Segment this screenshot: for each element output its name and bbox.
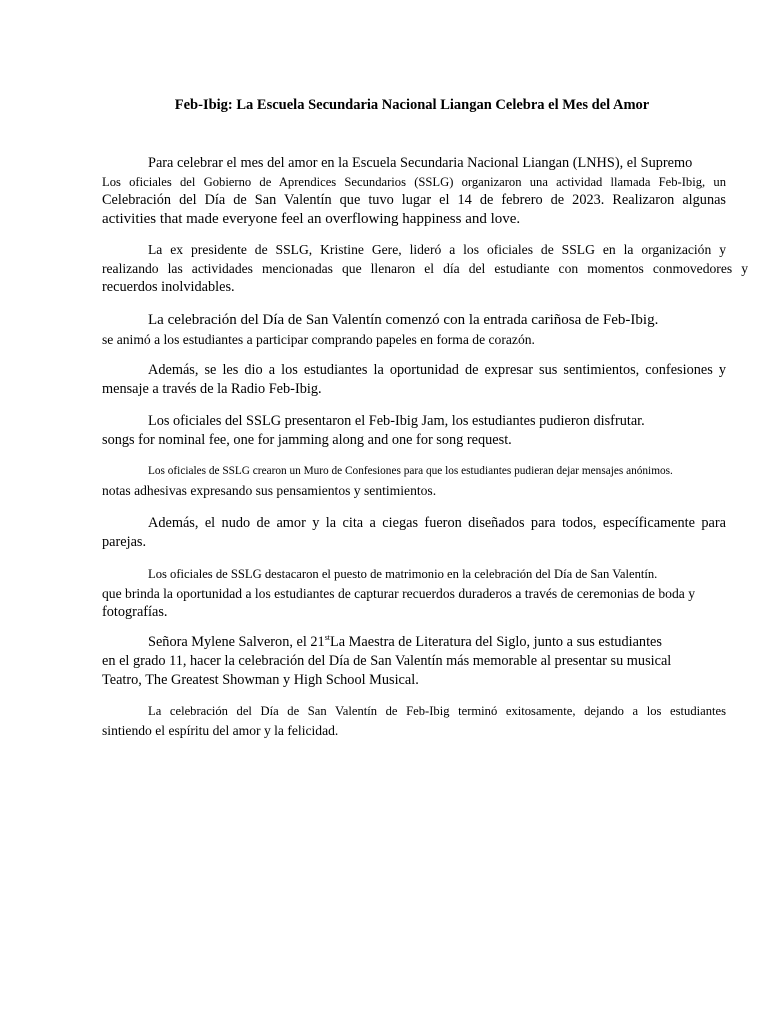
- paragraph-line: Los oficiales del Gobierno de Aprendices Secundarios (SSLG) organizaron una actividad llamada Feb-Ibig, un: [102, 175, 726, 189]
- paragraph-line: Además, se les dio a los estudiantes la oportunidad de expresar sus sentimientos, confesiones y: [148, 362, 726, 378]
- paragraph-line: realizando las actividades mencionadas que llenaron el día del estudiante con momentos conmovedores y: [102, 261, 748, 276]
- paragraph-line: Teatro, The Greatest Showman y High School Musical.: [102, 672, 419, 688]
- paragraph-line: fotografías.: [102, 604, 168, 620]
- teacher-intro-text: Señora Mylene Salveron, el 21: [148, 634, 325, 650]
- paragraph-line: mensaje a través de la Radio Feb-Ibig.: [102, 381, 322, 397]
- paragraph-2: [102, 240, 748, 297]
- paragraph-line: Los oficiales de SSLG destacaron el puesto de matrimonio en la celebración del Día de San Valentín.: [148, 567, 658, 581]
- paragraph-1: [102, 154, 726, 229]
- ordinal-superscript: st: [324, 633, 331, 643]
- paragraph-line: recuerdos inolvidables.: [102, 279, 235, 295]
- paragraph-3: [102, 311, 726, 349]
- paragraph-line: Para celebrar el mes del amor en la Escuela Secundaria Nacional Liangan (LNHS), el Supremo: [148, 155, 693, 171]
- paragraph-line: Los oficiales del SSLG presentaron el Feb-Ibig Jam, los estudiantes pudieron disfrutar.: [148, 413, 645, 429]
- paragraph-line: La celebración del Día de San Valentín de Feb-Ibig terminó exitosamente, dejando a los estudiantes: [148, 704, 726, 718]
- paragraph-line: sintiendo el espíritu del amor y la felicidad.: [102, 723, 339, 738]
- paragraph-8: [102, 565, 726, 622]
- paragraph-7: [102, 514, 726, 552]
- paragraph-line: que brinda la oportunidad a los estudiantes de capturar recuerdos duraderos a través de ceremonias de boda y: [102, 586, 695, 601]
- paragraph-line: Los oficiales de SSLG crearon un Muro de Confesiones para que los estudiantes pudieran dejar mensajes anónimos.: [148, 465, 673, 477]
- paragraph-6: [102, 462, 726, 500]
- paragraph-line: activities that made everyone feel an overflowing happiness and love.: [102, 211, 521, 227]
- paragraph-9: [102, 633, 726, 690]
- paragraph-line: Además, el nudo de amor y la cita a ciegas fueron diseñados para todos, específicamente para: [148, 515, 726, 531]
- paragraph-line: notas adhesivas expresando sus pensamientos y sentimientos.: [102, 483, 437, 498]
- paragraph-4: [102, 361, 726, 399]
- paragraph-line: La celebración del Día de San Valentín comenzó con la entrada cariñosa de Feb-Ibig.: [148, 312, 659, 328]
- paragraph-line: La ex presidente de SSLG, Kristine Gere, lideró a los oficiales de SSLG en la organización y: [148, 242, 726, 257]
- document-title: Feb-Ibig: La Escuela Secundaria Nacional Liangan Celebra el Mes del Amor: [174, 97, 650, 113]
- paragraph-line: en el grado 11, hacer la celebración del Día de San Valentín más memorable al presentar su musical: [102, 653, 672, 669]
- paragraph-5: [102, 412, 726, 450]
- paragraph-line: [102, 633, 726, 652]
- paragraph-line: parejas.: [102, 534, 147, 550]
- paragraph-10: [102, 702, 726, 740]
- teacher-title-text: La Maestra de Literatura del Siglo, junto a sus estudiantes: [330, 634, 662, 650]
- paragraph-line: se animó a los estudiantes a participar comprando papeles en forma de corazón.: [102, 332, 535, 347]
- paragraph-line: Celebración del Día de San Valentín que tuvo lugar el 14 de febrero de 2023. Realizaron algunas: [102, 192, 726, 208]
- paragraph-line: songs for nominal fee, one for jamming along and one for song request.: [102, 432, 512, 448]
